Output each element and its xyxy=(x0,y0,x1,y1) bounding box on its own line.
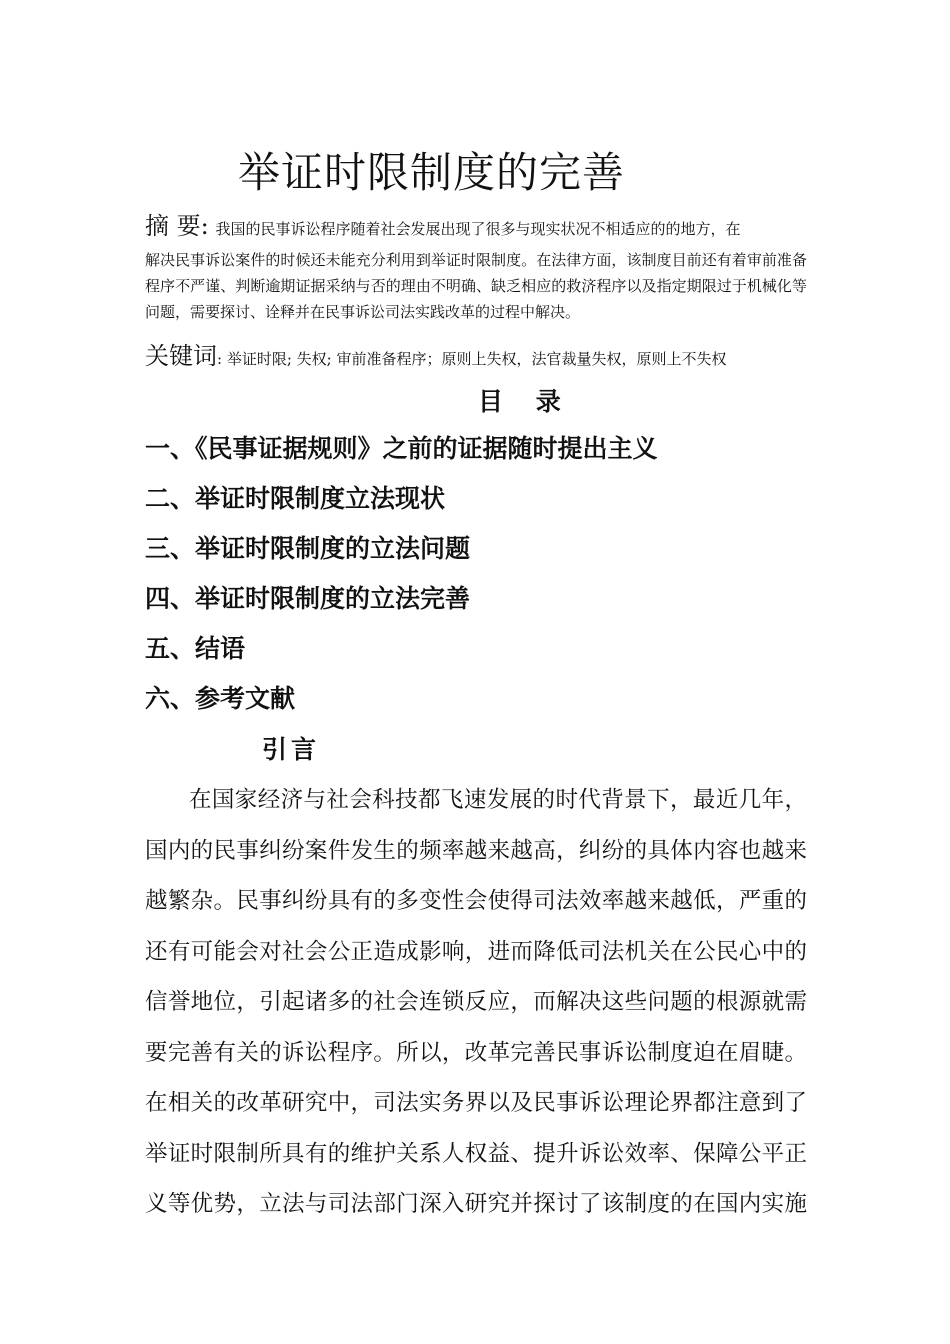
toc-item: 四、举证时限制度的立法完善 xyxy=(145,584,471,613)
body-line: 在相关的改革研究中，司法实务界以及民事诉讼理论界都注意到了 xyxy=(145,1090,807,1116)
body-line: 要完善有关的诉讼程序。所以，改革完善民事诉讼制度迫在眉睫。 xyxy=(145,1039,807,1066)
body-line: 义等优势，立法与司法部门深入研究并探讨了该制度的在国内实施 xyxy=(145,1191,807,1217)
toc-item: 三、举证时限制度的立法问题 xyxy=(145,534,471,563)
body-line: 国内的民事纠纷案件发生的频率越来越高，纠纷的具体内容也越来 xyxy=(145,837,807,864)
abstract xyxy=(145,208,807,325)
keywords xyxy=(145,336,807,371)
abstract-line: 着审前准备程序不严谨、判断逾期证据采纳与否的理由不明确、缺乏相应的救济程序以及 xyxy=(145,251,807,295)
body-line: 举证时限制所具有的维护关系人权益、提升诉讼效率、保障公平正 xyxy=(145,1140,807,1167)
abstract-first-line xyxy=(145,208,807,247)
body-line: 在国家经济与社会科技都飞速发展的时代背景下，最近几年， xyxy=(189,787,807,813)
abstract-line: 指定期限过于机械化等问题，需要探讨、诠释并在民事诉讼司法实践改革的过程中解决。 xyxy=(145,277,807,321)
toc-item: 一、《民事证据规则》之前的证据随时提出主义 xyxy=(145,434,658,463)
table-of-contents xyxy=(145,428,658,728)
document-title: 举证时限制度的完善 xyxy=(238,148,626,197)
body-line: 还有可能会对社会公正造成影响，进而降低司法机关在公民心中的 xyxy=(145,938,807,965)
body-line: 信誉地位，引起诸多的社会连锁反应，而解决这些问题的根源就需 xyxy=(145,989,807,1015)
keywords-text: : 举证时限; 失权; 审前准备程序；原则上失权，法官裁量失权，原则上不失权 xyxy=(217,350,727,368)
toc-item: 五、结语 xyxy=(145,634,246,663)
abstract-line: 解决民事诉讼案件的时候还未能充分利用到举证时限制度。在法律方面，该制度目前还有 xyxy=(145,251,732,269)
toc-heading: 目 录 xyxy=(478,387,573,416)
introduction-body xyxy=(145,775,807,1230)
keywords-label: 关键词 xyxy=(145,342,217,370)
toc-item: 六、参考文献 xyxy=(145,684,296,713)
introduction-heading: 引言 xyxy=(262,735,321,764)
abstract-line: 我国的民事诉讼程序随着社会发展出现了很多与现实状况不相适应的的地方，在 xyxy=(215,220,741,238)
abstract-label: 摘 要: xyxy=(145,212,209,240)
body-line: 越繁杂。民事纠纷具有的多变性会使得司法效率越来越低，严重的 xyxy=(145,888,807,914)
toc-item: 二、举证时限制度立法现状 xyxy=(145,484,446,513)
